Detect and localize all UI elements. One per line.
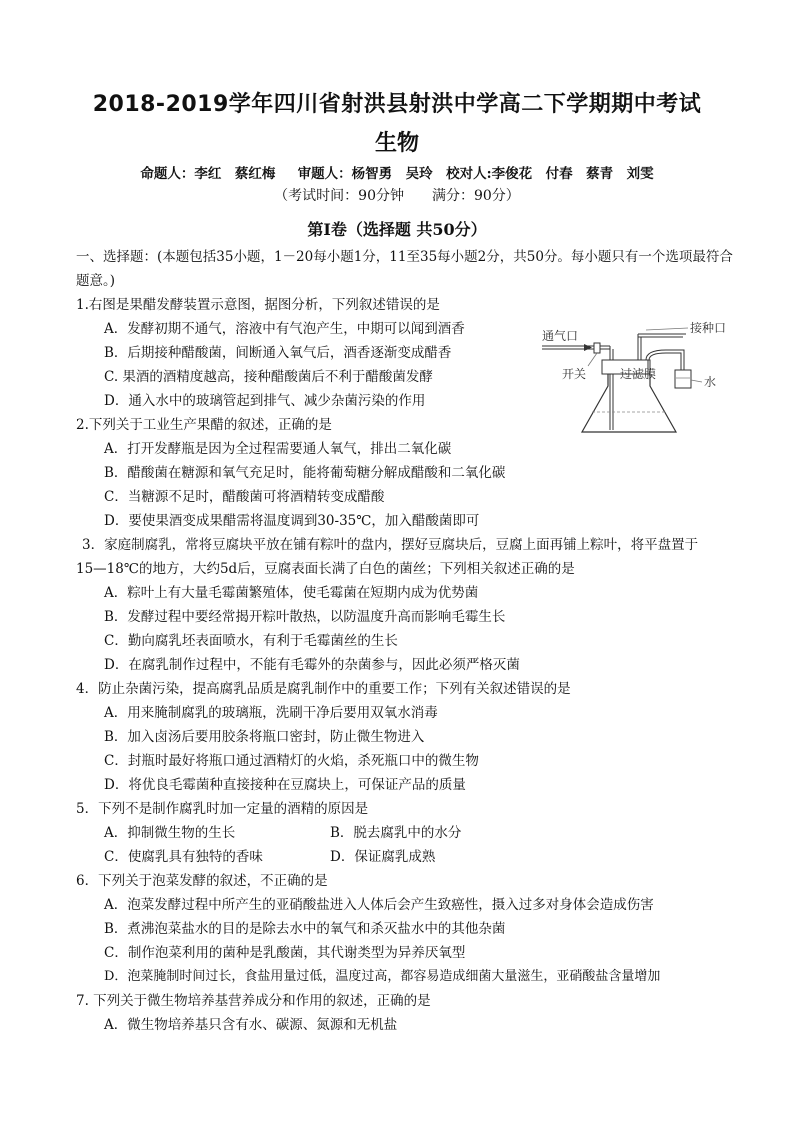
- question-4-option-b: B．加入卤汤后要用胶条将瓶口密封，防止微生物进入: [104, 729, 425, 745]
- question-6-option-d: D．泡菜腌制时间过长，食盐用量过低，温度过高，都容易造成细菌大量滋生，亚硝酸盐含量增加: [104, 969, 661, 984]
- question-2-option-a: A．打开发酵瓶是因为全过程需要通人氧气，排出二氧化碳: [104, 441, 452, 457]
- label-water: 水: [704, 375, 717, 389]
- question-1-stem: 1.右图是果醋发酵装置示意图，据图分析，下列叙述错误的是: [76, 297, 440, 313]
- question-3-stem: 3．家庭制腐乳，常将豆腐块平放在铺有粽叶的盘内，摆好豆腐块后，豆腐上面再铺上粽叶，将平盘置于: [82, 537, 699, 553]
- section-instructions: 一、选择题：(本题包括35小题，1－20每小题1分，11至35每小题2分，共50分。每小题只有一个选项最符合题意。): [76, 249, 733, 289]
- question-3-option-b: B．发酵过程中要经常揭开粽叶散热，以防温度升高而影响毛霉生长: [104, 609, 506, 625]
- inoculation-leader-line: [646, 328, 688, 330]
- airflow-arrow-icon: [584, 344, 592, 351]
- question-1-option-b: B．后期接种醋酸菌，间断通入氧气后，酒香逐渐变成醋香: [104, 345, 452, 361]
- question-5-option-a: A．抑制微生物的生长: [104, 825, 236, 841]
- question-1-option-c: C. 果酒的酒精度越高，接种醋酸菌后不利于醋酸菌发酵: [104, 369, 433, 385]
- water-leader-line: [691, 380, 702, 382]
- question-5-option-d: D．保证腐乳成熟: [330, 849, 436, 865]
- question-7-stem: 7. 下列关于微生物培养基营养成分和作用的叙述，正确的是: [76, 993, 431, 1009]
- question-4-option-d: D．将优良毛霉菌种直接接种在豆腐块上，可保证产品的质量: [104, 777, 466, 793]
- question-5-option-b: B．脱去腐乳中的水分: [330, 825, 462, 841]
- question-1-option-d: D．通入水中的玻璃管起到排气、减少杂菌污染的作用: [104, 393, 426, 409]
- switch-valve-icon: [594, 343, 600, 353]
- question-2-option-c: C．当糖源不足时，醋酸菌可将酒精转变成醋酸: [104, 489, 385, 505]
- question-4-stem: 4．防止杂菌污染，提高腐乳品质是腐乳制作中的重要工作；下列有关叙述错误的是: [76, 681, 571, 697]
- question-5-option-c: C．使腐乳具有独特的香味: [104, 849, 263, 865]
- switch-leader-line: [588, 353, 597, 366]
- question-1-option-a: A．发酵初期不通气，溶液中有气泡产生，中期可以闻到酒香: [104, 321, 465, 337]
- label-filter: 过滤膜: [620, 367, 657, 381]
- conical-flask: [582, 374, 676, 432]
- question-4-option-a: A．用来腌制腐乳的玻璃瓶，洗刷干净后要用双氧水消毒: [104, 705, 438, 721]
- question-4-option-c: C．封瓶时最好将瓶口通过酒精灯的火焰，杀死瓶口中的微生物: [104, 753, 479, 769]
- question-2-option-d: D．要使果酒变成果醋需将温度调到30-35℃，加入醋酸菌即可: [104, 513, 480, 529]
- exam-subject: 生物: [374, 131, 419, 156]
- question-7-option-a: A．微生物培养基只含有水、碳源、氮源和无机盐: [104, 1017, 398, 1033]
- authors-line: 命题人：李红 蔡红梅 审题人：杨智勇 吴玲 校对人:李俊花 付春 蔡青 刘雯: [140, 166, 654, 182]
- question-6-option-b: B．煮沸泡菜盐水的目的是除去水中的氧气和杀灭盐水中的其他杂菌: [104, 921, 506, 937]
- fermentation-apparatus-diagram: [538, 320, 728, 438]
- question-3-stem-continued: 15—18℃的地方，大约5d后，豆腐表面长满了白色的菌丝；下列相关叙述正确的是: [76, 561, 575, 577]
- exam-info: （考试时间：90分钟 满分：90分）: [274, 188, 520, 204]
- section-title: 第Ⅰ卷（选择题 共50分）: [307, 220, 487, 239]
- question-3-option-d: D．在腐乳制作过程中，不能有毛霉外的杂菌参与，因此必须严格灭菌: [104, 657, 520, 673]
- label-inlet: 通气口: [542, 329, 579, 343]
- question-2-stem: 2.下列关于工业生产果醋的叙述，正确的是: [76, 417, 332, 433]
- question-5-stem: 5．下列不是制作腐乳时加一定量的酒精的原因是: [76, 801, 369, 817]
- question-2-option-b: B．醋酸菌在糖源和氧气充足时，能将葡萄糖分解成醋酸和二氧化碳: [104, 465, 506, 481]
- question-3-option-c: C．勤向腐乳坯表面喷水，有利于毛霉菌丝的生长: [104, 633, 398, 649]
- question-6-stem: 6．下列关于泡菜发酵的叙述，不正确的是: [76, 873, 328, 889]
- exam-title: 2018-2019学年四川省射洪县射洪中学高二下学期期中考试: [92, 92, 702, 117]
- question-6-option-a: A．泡菜发酵过程中所产生的亚硝酸盐进入人体后会产生致癌性，摄入过多对身体会造成伤害: [104, 897, 654, 913]
- label-switch: 开关: [562, 367, 587, 381]
- water-beaker: [675, 370, 691, 388]
- question-6-option-c: C．制作泡菜利用的菌种是乳酸菌，其代谢类型为异养厌氧型: [104, 945, 466, 961]
- label-inoculation: 接种口: [690, 321, 727, 335]
- question-3-option-a: A．粽叶上有大量毛霉菌繁殖体，使毛霉菌在短期内成为优势菌: [104, 585, 479, 601]
